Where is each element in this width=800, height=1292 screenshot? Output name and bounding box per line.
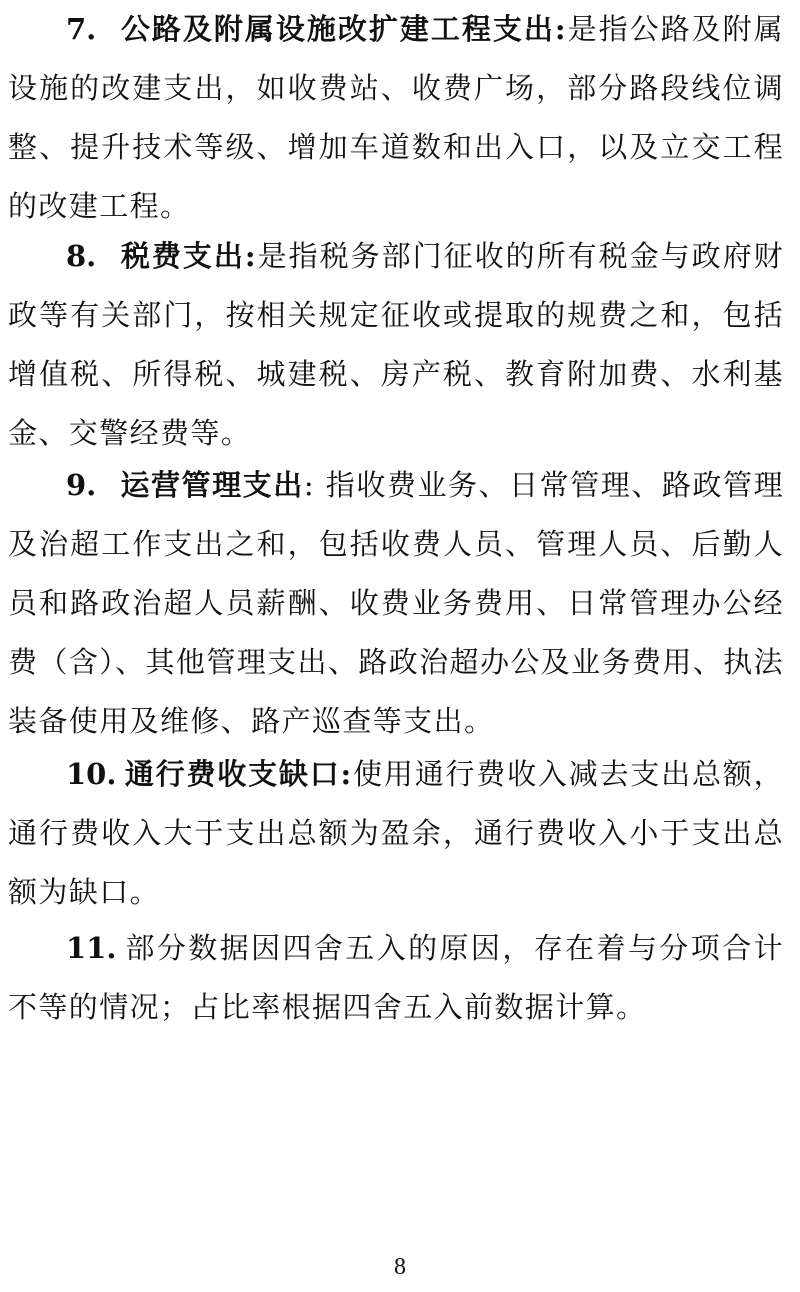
item-term: 运营管理支出 — [120, 468, 304, 502]
definition-item-11 — [8, 919, 784, 1037]
item-text: 部分数据因四舍五入的原因，存在着与分项合计不等的情况；占比率根据四舍五入前数据计算。 — [8, 931, 784, 1024]
item-number: 11. — [66, 931, 117, 965]
item-text: : 指收费业务、日常管理、路政管理及治超工作支出之和，包括收费人员、管理人员、后勤人员和路政治超人员薪酬、收费业务费用、日常管理办公经费（含）、其他管理支出、路政治超办公及业务费用、执法装备使用及维修、路产巡查等支出。 — [8, 468, 784, 738]
item-number: 7. — [66, 12, 97, 46]
definition-item-10 — [8, 745, 784, 922]
item-text: 是指税务部门征收的所有税金与政府财政等有关部门，按相关规定征收或提取的规费之和，包括增值税、所得税、城建税、房产税、教育附加费、水利基金、交警经费等。 — [8, 239, 784, 450]
document-page — [8, 0, 792, 1292]
page-number: 8 — [394, 1254, 406, 1280]
item-text: 是指公路及附属设施的改建支出，如收费站、收费广场，部分路段线位调整、提升技术等级、增加车道数和出入口，以及立交工程的改建工程。 — [8, 12, 784, 223]
item-number: 8. — [66, 239, 97, 273]
definition-item-7 — [8, 0, 784, 236]
item-term: 公路及附属设施改扩建工程支出: — [120, 12, 567, 46]
definition-item-9 — [8, 456, 784, 751]
item-term: 通行费收支缺口: — [124, 757, 353, 791]
item-number: 10. — [66, 757, 117, 791]
item-text: 使用通行费收入减去支出总额，通行费收入大于支出总额为盈余，通行费收入小于支出总额为缺口。 — [8, 757, 785, 909]
item-term: 税费支出: — [120, 239, 257, 273]
item-number: 9. — [66, 468, 97, 502]
definition-item-8 — [8, 227, 784, 463]
